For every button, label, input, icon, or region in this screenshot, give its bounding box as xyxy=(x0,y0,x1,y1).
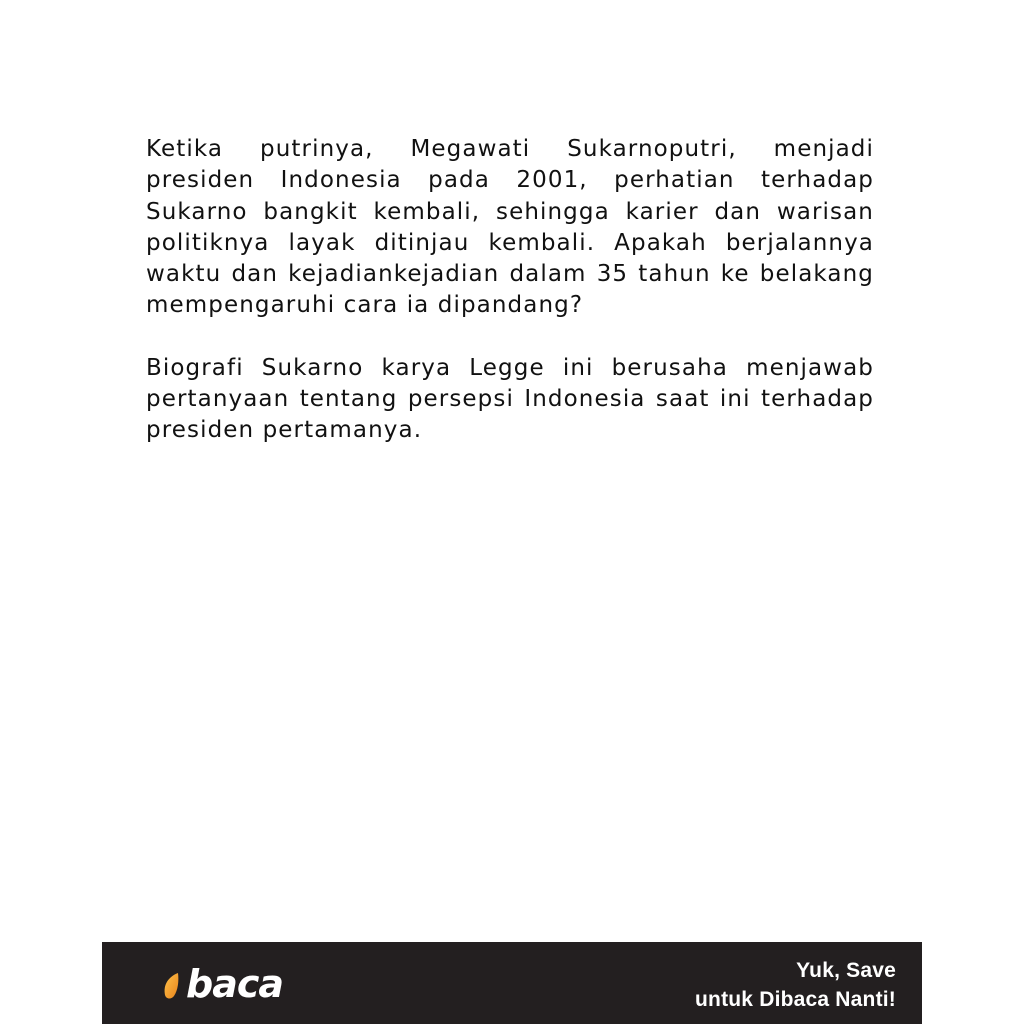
paragraph-1: Ketika putrinya, Megawati Sukarnoputri, menjadi presiden Indonesia pada 2001, perhatian terhadap Sukarno bangkit kembali, sehingga karier dan warisan politiknya layak ditinjau kembali. Apakah berjalannya waktu dan kejadiankejadian dalam 35 tahun ke belakang mempengaruhi cara ia dipandang? xyxy=(146,136,874,319)
baca-logo xyxy=(162,962,284,1006)
leaf-icon xyxy=(162,971,182,1001)
save-cta xyxy=(695,956,896,1014)
cta-line-1: Yuk, Save xyxy=(796,959,896,982)
cta-line-2: untuk Dibaca Nanti! xyxy=(695,988,896,1011)
article-body xyxy=(146,134,874,447)
logo-text: baca xyxy=(186,962,284,1006)
footer-bar xyxy=(102,942,922,1024)
paragraph-2: Biografi Sukarno karya Legge ini berusaha menjawab pertanyaan tentang persepsi Indonesia saat ini terhadap presiden pertamanya. xyxy=(146,354,874,444)
